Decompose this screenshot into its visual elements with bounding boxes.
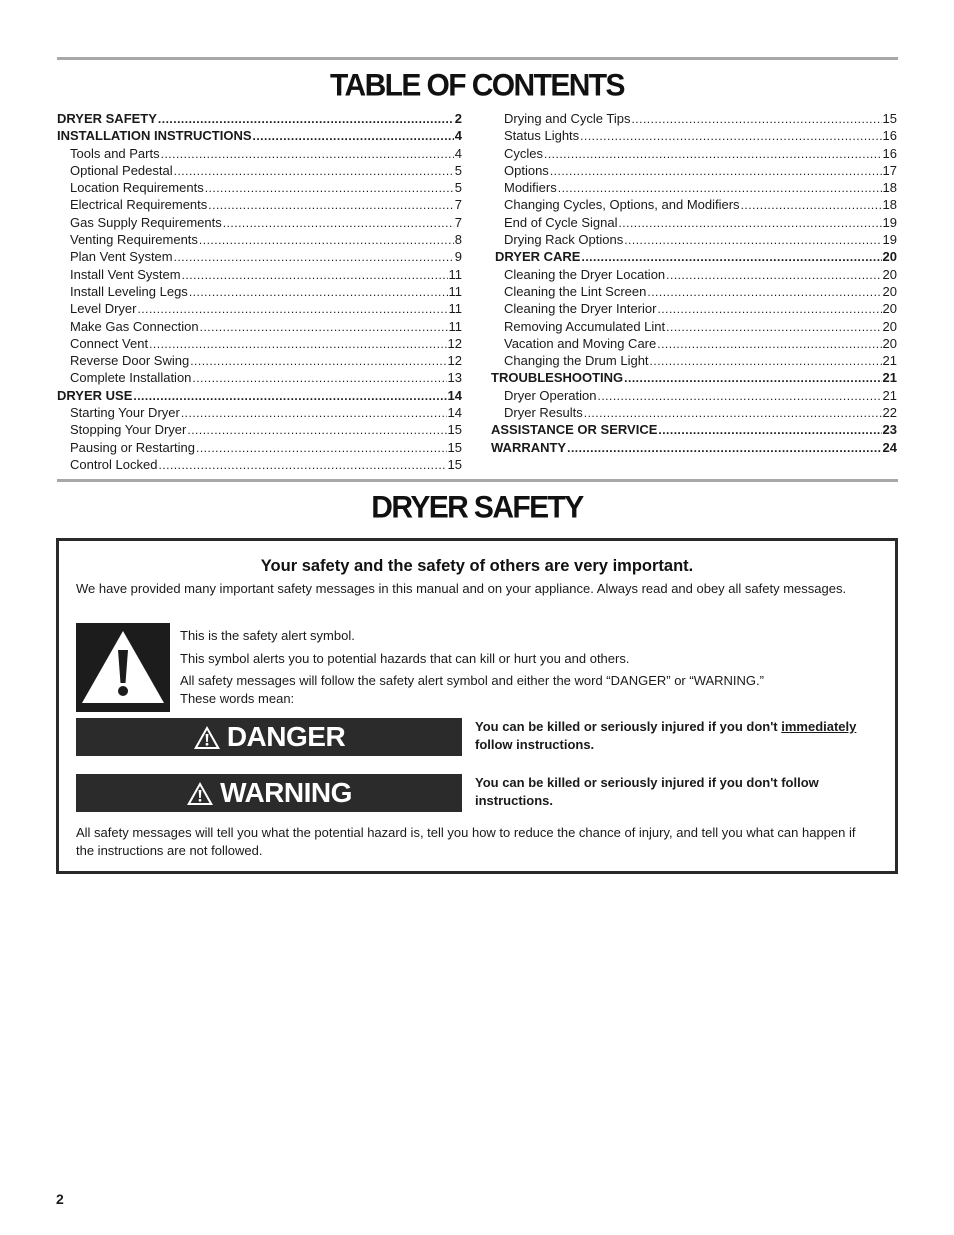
- toc-entry[interactable]: [491, 231, 897, 248]
- toc-entry-page: 21: [882, 387, 897, 403]
- toc-leader-dots: [182, 267, 448, 283]
- toc-entry-page: 21: [882, 353, 897, 369]
- toc-entry-page: 19: [882, 214, 897, 230]
- toc-entry-label: Complete Installation: [70, 370, 192, 386]
- toc-entry[interactable]: [491, 283, 897, 300]
- toc-entry[interactable]: [57, 300, 462, 317]
- symbol-description-4: These words mean:: [180, 691, 295, 706]
- toc-entry[interactable]: [57, 421, 462, 438]
- toc-entry-page: 20: [882, 318, 897, 334]
- toc-leader-dots: [174, 163, 454, 179]
- toc-entry[interactable]: [57, 162, 462, 179]
- toc-entry-label: Tools and Parts: [70, 145, 160, 161]
- toc-entry-page: 7: [454, 197, 462, 213]
- toc-leader-dots: [580, 128, 881, 144]
- toc-entry-label: Cleaning the Dryer Interior: [504, 301, 657, 317]
- toc-entry-label: Status Lights: [504, 128, 580, 144]
- toc-entry-label: Cleaning the Lint Screen: [504, 283, 647, 299]
- toc-leader-dots: [223, 215, 454, 231]
- toc-entry-label: Changing the Drum Light: [504, 353, 649, 369]
- danger-label: DANGER: [226, 721, 346, 752]
- toc-entry-label: End of Cycle Signal: [504, 214, 618, 230]
- toc-entry[interactable]: [57, 335, 462, 352]
- warning-message: You can be killed or seriously injured if you don't follow instructions.: [475, 775, 819, 808]
- toc-entry-label: DRYER USE: [57, 387, 133, 403]
- warning-alert-icon: [186, 781, 214, 806]
- toc-entry-label: Modifiers: [504, 180, 557, 196]
- toc-entry[interactable]: [491, 421, 897, 438]
- toc-leader-dots: [190, 353, 446, 369]
- toc-entry[interactable]: [491, 266, 897, 283]
- toc-entry-page: 4: [454, 128, 462, 144]
- toc-entry-label: Level Dryer: [70, 301, 137, 317]
- toc-leader-dots: [666, 319, 881, 335]
- symbol-description-2: This symbol alerts you to potential hazards that can kill or hurt you and others.: [180, 651, 630, 666]
- toc-entry-label: Options: [504, 162, 549, 178]
- toc-entry[interactable]: [57, 283, 462, 300]
- toc-entry-label: Control Locked: [70, 456, 158, 472]
- toc-entry[interactable]: [491, 318, 897, 335]
- toc-entry-label: Pausing or Restarting: [70, 439, 196, 455]
- toc-entry-page: 22: [882, 405, 897, 421]
- toc-leader-dots: [624, 232, 881, 248]
- toc-entry-page: 24: [882, 439, 897, 455]
- middle-rule: [57, 479, 898, 482]
- toc-entry-page: 17: [882, 162, 897, 178]
- toc-entry-label: DRYER CARE: [495, 249, 581, 265]
- toc-entry-page: 23: [882, 422, 897, 438]
- toc-entry-label: Changing Cycles, Options, and Modifiers: [504, 197, 740, 213]
- toc-entry-page: 5: [454, 180, 462, 196]
- toc-entry-page: 16: [882, 128, 897, 144]
- toc-entry-page: 7: [454, 214, 462, 230]
- toc-leader-dots: [550, 163, 882, 179]
- toc-entry-label: Dryer Operation: [504, 387, 597, 403]
- dryer-safety-title: DRYER SAFETY: [371, 490, 583, 525]
- toc-entry-label: Venting Requirements: [70, 232, 198, 248]
- danger-message-emphasis: immediately: [781, 719, 857, 734]
- toc-entry[interactable]: [491, 179, 897, 196]
- toc-leader-dots: [657, 301, 881, 317]
- toc-entry-label: WARRANTY: [491, 439, 567, 455]
- toc-title: TABLE OF CONTENTS: [330, 68, 624, 103]
- top-rule: [57, 57, 898, 60]
- toc-entry-label: Electrical Requirements: [70, 197, 208, 213]
- toc-entry-page: 18: [882, 197, 897, 213]
- toc-entry-page: 9: [454, 249, 462, 265]
- toc-entry[interactable]: [491, 352, 897, 369]
- toc-entry-page: 20: [882, 283, 897, 299]
- toc-entry-label: Cleaning the Dryer Location: [504, 266, 666, 282]
- safety-box-heading: Your safety and the safety of others are very important.: [260, 557, 694, 575]
- toc-entry-page: 2: [454, 111, 462, 126]
- toc-entry-page: 11: [448, 318, 462, 334]
- toc-entry-page: 20: [882, 249, 897, 265]
- toc-leader-dots: [196, 440, 447, 456]
- toc-leader-dots: [208, 197, 453, 213]
- symbol-description-1: This is the safety alert symbol.: [180, 628, 355, 643]
- toc-entry[interactable]: [57, 248, 462, 265]
- toc-entry-label: Drying Rack Options: [504, 232, 624, 248]
- toc-entry-label: INSTALLATION INSTRUCTIONS: [57, 128, 252, 144]
- toc-leader-dots: [133, 388, 446, 404]
- toc-leader-dots: [158, 111, 454, 127]
- toc-entry-page: 20: [882, 335, 897, 351]
- toc-entry[interactable]: [57, 231, 462, 248]
- toc-entry-page: 15: [447, 439, 462, 455]
- toc-entry-label: Starting Your Dryer: [70, 405, 180, 421]
- toc-entry-page: 4: [454, 145, 462, 161]
- toc-entry[interactable]: [57, 196, 462, 213]
- toc-leader-dots: [149, 336, 446, 352]
- toc-entry-page: 14: [447, 405, 462, 421]
- toc-entry[interactable]: [57, 318, 462, 335]
- toc-entry[interactable]: [491, 300, 897, 317]
- toc-entry-page: 15: [447, 422, 462, 438]
- toc-leader-dots: [189, 284, 448, 300]
- toc-entry[interactable]: [57, 266, 462, 283]
- toc-leader-dots: [650, 353, 882, 369]
- toc-leader-dots: [205, 180, 454, 196]
- toc-entry[interactable]: [491, 248, 897, 265]
- toc-entry[interactable]: [57, 179, 462, 196]
- toc-entry-page: 11: [448, 301, 462, 317]
- safety-intro: We have provided many important safety messages in this manual and on your appliance. Always read and obey all safety messages.: [76, 581, 847, 596]
- toc-leader-dots: [658, 422, 881, 438]
- toc-entry-label: Install Vent System: [70, 266, 181, 282]
- toc-entry-label: ASSISTANCE OR SERVICE: [491, 422, 658, 438]
- toc-entry[interactable]: [491, 145, 897, 162]
- toc-entry-page: 11: [448, 266, 462, 282]
- toc-entry-label: DRYER SAFETY: [57, 111, 157, 126]
- toc-entry[interactable]: [491, 110, 897, 127]
- toc-leader-dots: [253, 128, 454, 144]
- toc-left-column: [57, 110, 462, 473]
- toc-entry[interactable]: [491, 162, 897, 179]
- toc-leader-dots: [161, 146, 454, 162]
- toc-entry-label: Install Leveling Legs: [70, 283, 188, 299]
- toc-leader-dots: [618, 215, 881, 231]
- toc-entry-label: Connect Vent: [70, 335, 149, 351]
- toc-entry-page: 11: [448, 283, 462, 299]
- toc-entry[interactable]: [491, 196, 897, 213]
- toc-entry-page: 20: [882, 301, 897, 317]
- toc-right-column: [491, 110, 897, 456]
- toc-leader-dots: [158, 457, 446, 473]
- danger-signal-bar: [76, 718, 462, 756]
- toc-entry-label: Reverse Door Swing: [70, 353, 190, 369]
- toc-entry-label: Vacation and Moving Care: [504, 335, 657, 351]
- toc-entry[interactable]: [491, 369, 897, 386]
- toc-leader-dots: [544, 146, 882, 162]
- toc-leader-dots: [567, 440, 881, 456]
- toc-entry[interactable]: [57, 127, 462, 144]
- toc-entry[interactable]: [57, 439, 462, 456]
- toc-leader-dots: [741, 197, 882, 213]
- toc-leader-dots: [181, 405, 447, 421]
- toc-leader-dots: [597, 388, 881, 404]
- danger-message: [475, 718, 890, 754]
- danger-message-part-2: follow instructions.: [475, 737, 595, 752]
- toc-entry[interactable]: [57, 387, 462, 404]
- safety-closing: All safety messages will tell you what the potential hazard is, tell you how to reduce the chance of injury, and tell you what can happen if the instructions are not followed.: [76, 825, 856, 858]
- toc-entry-page: 19: [882, 232, 897, 248]
- toc-entry-page: 5: [454, 162, 462, 178]
- toc-entry[interactable]: [57, 404, 462, 421]
- toc-entry-label: Location Requirements: [70, 180, 204, 196]
- toc-entry[interactable]: [57, 352, 462, 369]
- toc-entry-label: Plan Vent System: [70, 249, 173, 265]
- toc-entry[interactable]: [57, 456, 462, 473]
- toc-leader-dots: [558, 180, 882, 196]
- toc-leader-dots: [174, 249, 454, 265]
- toc-entry-page: 20: [882, 266, 897, 282]
- toc-leader-dots: [647, 284, 881, 300]
- toc-entry-page: 13: [447, 370, 462, 386]
- toc-leader-dots: [631, 111, 881, 127]
- toc-entry-page: 12: [447, 335, 462, 351]
- toc-entry-page: 16: [882, 145, 897, 161]
- toc-leader-dots: [187, 422, 446, 438]
- symbol-description-3: All safety messages will follow the safety alert symbol and either the word “DANGER” or “WARNING.”: [180, 673, 764, 688]
- safety-box: [56, 538, 898, 874]
- danger-alert-icon: [193, 725, 221, 750]
- toc-entry-page: 18: [882, 180, 897, 196]
- toc-leader-dots: [666, 267, 881, 283]
- toc-entry-label: Dryer Results: [504, 405, 583, 421]
- toc-leader-dots: [581, 249, 881, 265]
- warning-label: WARNING: [220, 777, 352, 808]
- toc-leader-dots: [200, 319, 448, 335]
- toc-entry-page: 12: [447, 353, 462, 369]
- toc-leader-dots: [584, 405, 882, 421]
- toc-entry[interactable]: [491, 214, 897, 231]
- toc-entry[interactable]: [57, 110, 462, 127]
- toc-leader-dots: [199, 232, 454, 248]
- safety-alert-symbol-icon: [76, 623, 170, 712]
- toc-entry-label: Gas Supply Requirements: [70, 214, 222, 230]
- toc-leader-dots: [192, 370, 446, 386]
- toc-leader-dots: [624, 370, 881, 386]
- toc-entry-page: 8: [454, 232, 462, 248]
- toc-entry-label: Drying and Cycle Tips: [504, 111, 631, 126]
- toc-entry-page: 14: [447, 387, 462, 403]
- page-number: 2: [56, 1191, 64, 1207]
- toc-entry-page: 15: [882, 111, 897, 126]
- toc-entry-label: Optional Pedestal: [70, 162, 173, 178]
- toc-entry-page: 21: [882, 370, 897, 386]
- toc-entry[interactable]: [57, 145, 462, 162]
- warning-signal-bar: [76, 774, 462, 812]
- toc-entry[interactable]: [491, 387, 897, 404]
- toc-entry-label: Make Gas Connection: [70, 318, 199, 334]
- toc-entry-label: Cycles: [504, 145, 544, 161]
- toc-entry[interactable]: [491, 439, 897, 456]
- toc-leader-dots: [137, 301, 447, 317]
- toc-entry-label: TROUBLESHOOTING: [491, 370, 624, 386]
- toc-entry[interactable]: [491, 335, 897, 352]
- toc-entry-page: 15: [447, 456, 462, 472]
- toc-entry[interactable]: [57, 214, 462, 231]
- toc-entry[interactable]: [57, 369, 462, 386]
- toc-entry-label: Stopping Your Dryer: [70, 422, 187, 438]
- toc-entry-label: Removing Accumulated Lint: [504, 318, 666, 334]
- toc-leader-dots: [657, 336, 881, 352]
- danger-message-part-1: You can be killed or seriously injured if you don't: [475, 719, 782, 734]
- toc-entry[interactable]: [491, 404, 897, 421]
- toc-entry[interactable]: [491, 127, 897, 144]
